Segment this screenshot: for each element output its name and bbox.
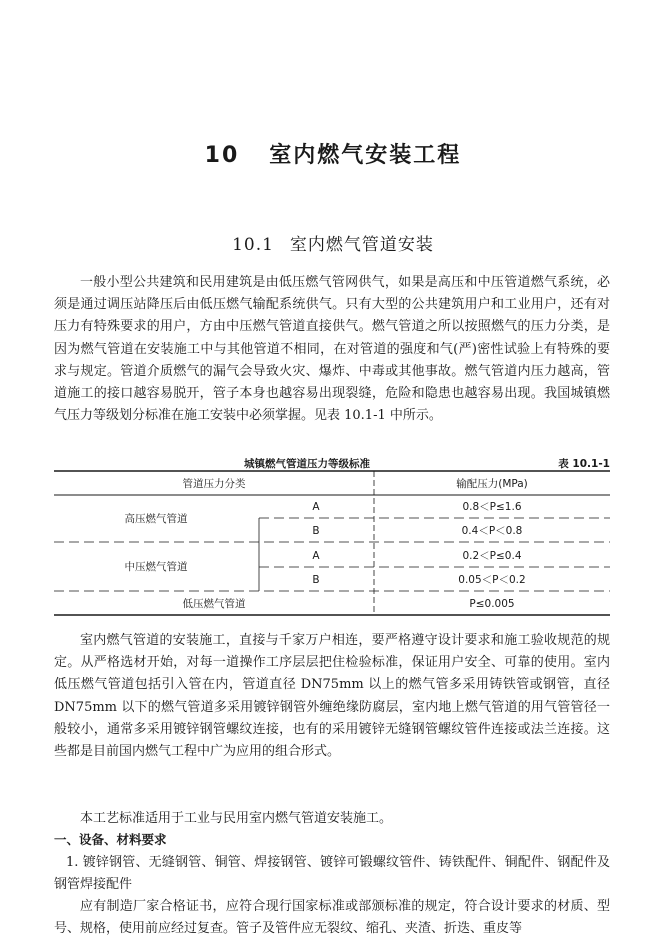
- section-name: 室内燃气管道安装: [289, 235, 434, 255]
- range-high-a: 0.8＜P≤1.6: [462, 501, 522, 513]
- group-medium-label: 中压燃气管道: [124, 561, 188, 573]
- section-title: [0, 230, 666, 255]
- installation-paragraph: 室内燃气管道的安装施工，直接与千家万户相连，要严格遵守设计要求和施工验收规范的规定。从严格选材开始，对每一道操作工序层层把住检验标准，保证用户安全、可靠的使用。室内低压燃气管道包括引入管在内，管道直径 DN75mm 以上的燃气管多采用铸铁管或钢管，直径 DN75mm 以下的燃气管道多采用镀锌钢管外缠绝缘防腐层，室内地上燃气管道的用气管管径一般较小，通常多采用镀锌钢管螺纹连接，也有的采用镀锌无缝钢管螺纹管件连接或法兰连接。这些都是目前国内燃气工程中广为应用的组合形式。: [54, 633, 610, 760]
- grade-medium-a: A: [312, 550, 320, 562]
- grade-medium-b: B: [312, 574, 320, 586]
- group-high-label: 高压燃气管道: [124, 513, 188, 525]
- header-pressure: 输配压力(MPa): [456, 478, 528, 490]
- header-category: 管道压力分类: [182, 478, 246, 490]
- scope-paragraph: 本工艺标准适用于工业与民用室内燃气管道安装施工。: [80, 811, 393, 826]
- grade-high-a: A: [312, 501, 320, 513]
- range-high-b: 0.4＜P＜0.8: [461, 525, 523, 537]
- table-title: 城镇燃气管道压力等级标准: [244, 458, 370, 470]
- grade-high-b: B: [312, 525, 320, 537]
- intro-paragraph: 一般小型公共建筑和民用建筑是由低压燃气管网供气，如果是高压和中压管道燃气系统，必须是通过调压站降压后由低压燃气输配系统供气。只有大型的公共建筑用户和工业用户，还有对压力有特殊要求的用户，方由中压燃气管道直接供气。燃气管道之所以按照燃气的压力分类，是因为燃气管道在安装施工中与其他管道不相同，在对管道的强度和气(严)密性试验上有特殊的要求与规定。管道介质燃气的漏气会导致火灾、爆炸、中毒或其他事故。燃气管道内压力越高，管道施工的接口越容易脱开，管子本身也越容易出现裂缝，危险和隐患也越容易出现。我国城镇燃气压力等级划分标准在施工安装中必须掌握。见表 10.1-1 中所示。: [54, 275, 610, 424]
- chapter-number: 10: [204, 143, 240, 168]
- chapter-title: [0, 138, 666, 169]
- certificate-paragraph: 应有制造厂家合格证书，应符合现行国家标准或部颁标准的规定，符合设计要求的材质、型号、规格，使用前应经过复查。管子及管件应无裂纹、缩孔、夹渣、折迭、重皮等: [54, 899, 610, 937]
- range-low: P≤0.005: [469, 598, 515, 610]
- pressure-grade-table: [54, 470, 610, 616]
- chapter-name: 室内燃气安装工程: [269, 143, 462, 168]
- materials-item: 1. 镀锌钢管、无缝钢管、铜管、焊接钢管、镀锌可锻螺纹管件、铸铁配件、铜配件、钢配件及钢管焊接配件: [54, 855, 610, 893]
- table-number: 表 10.1-1: [558, 458, 610, 470]
- table-caption: [54, 456, 610, 470]
- range-medium-a: 0.2＜P≤0.4: [462, 550, 522, 562]
- section-number: 10.1: [232, 235, 274, 255]
- equipment-heading: 一、设备、材料要求: [54, 832, 167, 847]
- group-low-label: 低压燃气管道: [182, 598, 246, 610]
- range-medium-b: 0.05＜P＜0.2: [458, 574, 526, 586]
